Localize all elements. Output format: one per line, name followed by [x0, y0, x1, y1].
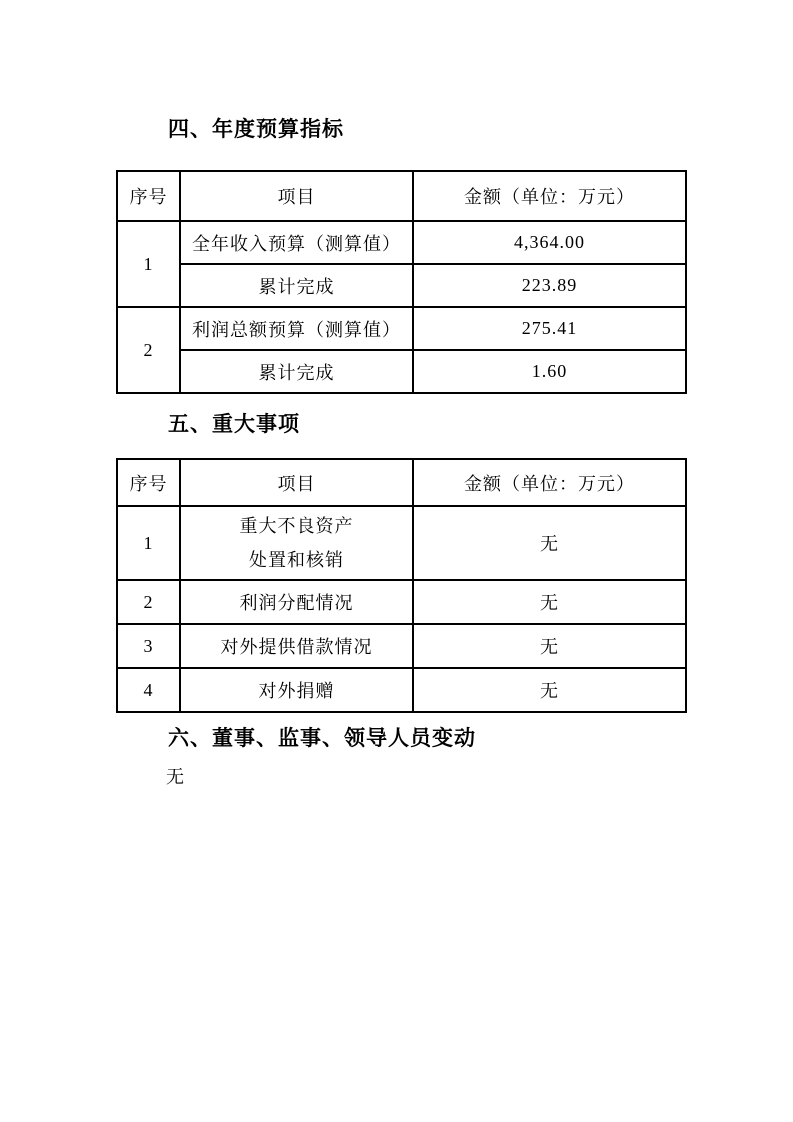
section-heading-personnel-changes: 六、董事、监事、领导人员变动	[168, 727, 476, 750]
header-cell-item: 项目	[180, 171, 413, 221]
item-label-cell: 全年收入预算（测算值）	[180, 221, 413, 264]
amount-cell: 无	[413, 624, 686, 668]
row-number-cell: 1	[117, 506, 180, 580]
item-label-cell: 利润分配情况	[180, 580, 413, 624]
item-label-line: 重大不良资产	[239, 516, 354, 536]
table-row	[117, 350, 686, 393]
amount-cell: 1.60	[413, 350, 686, 393]
item-label-line: 处置和核销	[249, 550, 344, 570]
annual-budget-table	[116, 170, 687, 394]
amount-cell: 4,364.00	[413, 221, 686, 264]
amount-cell: 223.89	[413, 264, 686, 307]
item-label-cell	[180, 506, 413, 580]
table-row	[117, 624, 686, 668]
section-heading-major-matters: 五、重大事项	[168, 413, 300, 436]
row-number-cell: 2	[117, 580, 180, 624]
table-header-row	[117, 171, 686, 221]
row-number-cell: 3	[117, 624, 180, 668]
header-cell-item: 项目	[180, 459, 413, 506]
header-cell-no: 序号	[117, 459, 180, 506]
header-cell-no: 序号	[117, 171, 180, 221]
header-cell-amount: 金额（单位：万元）	[413, 459, 686, 506]
table-header-row	[117, 459, 686, 506]
amount-cell: 无	[413, 668, 686, 712]
item-label-cell: 累计完成	[180, 264, 413, 307]
item-label-cell: 利润总额预算（测算值）	[180, 307, 413, 350]
item-label-cell: 对外提供借款情况	[180, 624, 413, 668]
row-number-cell: 2	[117, 307, 180, 393]
row-number-cell: 1	[117, 221, 180, 307]
row-number-cell: 4	[117, 668, 180, 712]
amount-cell: 无	[413, 506, 686, 580]
item-label-cell: 累计完成	[180, 350, 413, 393]
major-matters-table	[116, 458, 687, 713]
amount-cell: 275.41	[413, 307, 686, 350]
section-heading-annual-budget: 四、年度预算指标	[168, 118, 344, 141]
header-cell-amount: 金额（单位：万元）	[413, 171, 686, 221]
item-label-cell: 对外捐赠	[180, 668, 413, 712]
table-row	[117, 264, 686, 307]
table-row	[117, 580, 686, 624]
amount-cell: 无	[413, 580, 686, 624]
table-row	[117, 668, 686, 712]
table-row	[117, 307, 686, 350]
personnel-changes-body-text: 无	[166, 767, 184, 787]
table-row	[117, 221, 686, 264]
table-row	[117, 506, 686, 580]
